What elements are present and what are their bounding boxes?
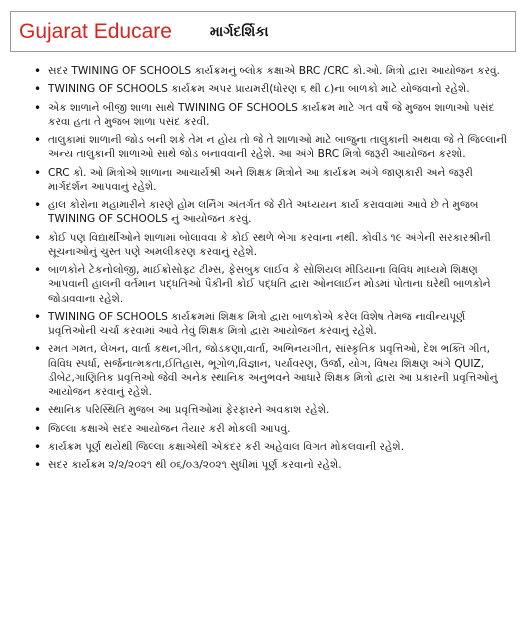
list-item: • રમત ગમત, લેખન, વાર્તા કથન,ગીત, જોડકણા,વાર્તા, અભિનયગીત, સાંસ્કૃતિક પ્રવૃત્તિઓ, દેશ ભક્તિ ગીત, વિવિધ સ્પર્ધા, સર્જનાત્મકતા,ઈતિહાસ, ભૂગોળ,વિજ્ઞાન, પર્યાવરણ, ઉર્જા, યોગ, વિષય શિક્ષણ અંગે QUIZ, ડીબેટ,ગાણિતિક પ્રવૃત્તિઓ જેવી અનેક સ્થાનિક અનુભવને આધારે શિક્ષક મિત્રો દ્વારા આ પ્રકારની પ્રવૃત્તિઓનું આયોજન કરવાનું રહેશે.	[8, 342, 514, 399]
list-item: • તાલુકામાં શાળાની જોડ બની શકે તેમ ન હોય તો જે તે શાળાઓ માટે બાજુના તાલુકાની અથવા જે તે જિલ્લાની અન્ય તાલુકાની શાળાઓ સાથે જોડ બનાવવાની રહેશે. આ અંગે BRC મિત્રો જરૂરી આયોજન કરશો.	[8, 133, 514, 161]
brand-title: Gujarat Educare	[19, 19, 172, 43]
list-item: • CRC કો. ઓ મિત્રોએ શાળાના આચાર્યશ્રી અને શિક્ષક મિત્રોને આ કાર્યક્રમ અંગે જાણકારી અને જરૂરી માર્ગદર્શન આપવાનું રહેશે.	[8, 166, 514, 194]
list-item: • હાલ કોરોના મહામારીને કારણે હોમ લર્નિંગ અંતર્ગત જે રીતે અધ્યયન કાર્ય કરાવવામાં આવે છે તે મુજબ TWINING OF SCHOOLS નું આયોજન કરવું.	[8, 198, 514, 226]
header-box	[10, 11, 516, 52]
list-item: • સદર કાર્યક્રમ ૨/૨/૨૦૨૧ થી ૦૬/૦૩/૨૦૨૧ સુધીમાં પૂર્ણ કરવાનો રહેશે.	[8, 458, 514, 472]
list-item: • જિલ્લા કક્ષાએ સદર આયોજન તૈયાર કરી મોકલી આપવું.	[8, 422, 514, 436]
list-item: • TWINING OF SCHOOLS કાર્યક્રમ અપર પ્રાયમરી(ધોરણ ૬ થી ૮)ના બાળકો માટે યોજવાનો રહેશે.	[8, 82, 514, 96]
list-item: • એક શાળાને બીજી શાળા સાથે TWINING OF SCHOOLS કાર્યક્રમ માટે ગત વર્ષે જે મુજબ શાળાઓ પસંદ કરવા હતા તે મુજબ શાળા પસંદ કરવી.	[8, 101, 514, 129]
list-item: • સ્થાનિક પરિસ્થિતિ મુજબ આ પ્રવૃત્તિઓમાં ફેરફારને અવકાશ રહેશે.	[8, 403, 514, 417]
list-item: • સદર TWINING OF SCHOOLS કાર્યક્રમનું બ્લોક કક્ષાએ BRC /CRC કો.ઓ. મિત્રો દ્વારા આયોજન કરવું.	[8, 64, 514, 78]
list-item: • કોઈ પણ વિદ્યાર્થીઓને શાળામાં બોલાવવા કે કોઈ સ્થળે ભેગા કરવાના નથી. કોવીડ ૧૯ અંગેની સરકારશ્રીની સૂચનાઓનું ચુસ્ત પણે અમલીકરણ કરવાનું રહેશે.	[8, 231, 514, 259]
guideline-list	[8, 64, 514, 476]
list-item: • TWINING OF SCHOOLS કાર્યક્રમમાં શિક્ષક મિત્રો દ્વારા બાળકોએ કરેલ વિશેષ તેમજ નાવીન્યપૂર્ણ પ્રવૃત્તિઓની ચર્ચા કરવામાં આવે તેવું શિક્ષક મિત્રો દ્વારા આયોજન કરવાનું રહેશે.	[8, 310, 514, 338]
page-subtitle: માર્ગદર્શિકા	[209, 23, 269, 40]
list-item: • કાર્યક્રમ પૂર્ણ થયેથી જિલ્લા કક્ષાએથી એકંદર કરી અહેવાલ વિગત મોકલવાની રહેશે.	[8, 440, 514, 454]
list-item: • બાળકોને ટેકનોલોજી, માઈક્રોસોફ્ટ ટીમ્સ, ફેસબુક લાઈવ કે સોશિયલ મીડિયાના વિવિધ માધ્યમે શિક્ષણ આપવાની હાલની વર્તમાન પદ્ધતિઓ પૈકીની કોઈ પદ્ધતિ દ્વારા ઓનલાઈન મોડમાં પોતાના ઘરેથી બાળકોને જોડાવવાના રહેશે.	[8, 263, 514, 306]
